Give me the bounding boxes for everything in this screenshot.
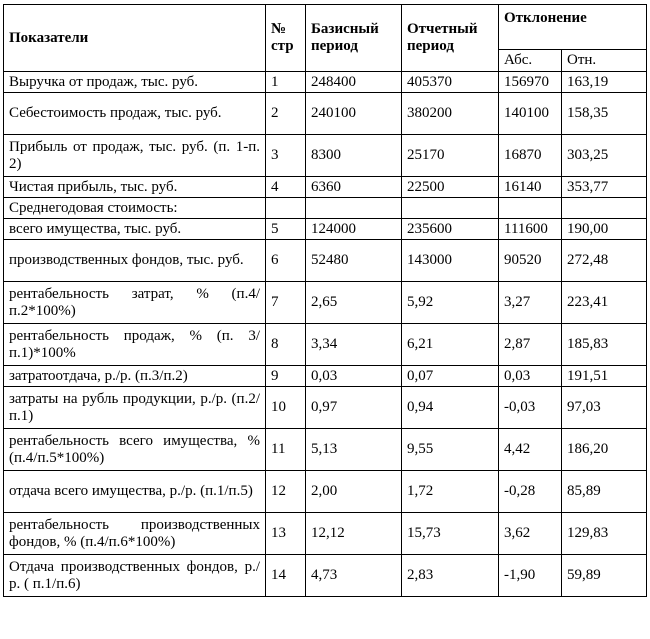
- base-value: 0,03: [306, 366, 402, 387]
- table-row: [4, 324, 647, 366]
- base-value: 2,65: [306, 282, 402, 324]
- rel-deviation: 272,48: [562, 240, 647, 282]
- base-value: 0,97: [306, 387, 402, 429]
- report-value: 25170: [402, 135, 499, 177]
- header-report-period: Отчетный период: [402, 5, 499, 72]
- abs-deviation: 2,87: [499, 324, 562, 366]
- abs-deviation: -0,03: [499, 387, 562, 429]
- table-row: [4, 219, 647, 240]
- header-deviation-abs: Абс.: [499, 50, 562, 72]
- base-value: 2,00: [306, 471, 402, 513]
- row-label: рентабельность всего имущества, % (п.4/п.5*100%): [4, 429, 266, 471]
- row-label: Отдача производственных фондов, р./р. ( п.1/п.6): [4, 555, 266, 597]
- report-value: 1,72: [402, 471, 499, 513]
- base-value: [306, 198, 402, 219]
- row-label: рентабельность продаж, % (п. 3/п.1)*100%: [4, 324, 266, 366]
- header-indicators: Показатели: [4, 5, 266, 72]
- row-label: рентабельность производственных фондов, % (п.4/п.6*100%): [4, 513, 266, 555]
- header-row-top: [4, 5, 647, 50]
- header-base-period: Базисный период: [306, 5, 402, 72]
- header-deviation: Отклонение: [499, 5, 647, 50]
- abs-deviation: 156970: [499, 72, 562, 93]
- header-deviation-rel: Отн.: [562, 50, 647, 72]
- abs-deviation: -1,90: [499, 555, 562, 597]
- abs-deviation: 16140: [499, 177, 562, 198]
- table-row: [4, 513, 647, 555]
- report-value: 2,83: [402, 555, 499, 597]
- report-value: 9,55: [402, 429, 499, 471]
- abs-deviation: 3,62: [499, 513, 562, 555]
- abs-deviation: 3,27: [499, 282, 562, 324]
- row-label: Себестоимость продаж, тыс. руб.: [4, 93, 266, 135]
- row-number: 5: [266, 219, 306, 240]
- base-value: 5,13: [306, 429, 402, 471]
- abs-deviation: -0,28: [499, 471, 562, 513]
- table-row: [4, 135, 647, 177]
- base-value: 4,73: [306, 555, 402, 597]
- row-number: 11: [266, 429, 306, 471]
- table-row: [4, 429, 647, 471]
- header-row-number: № стр: [266, 5, 306, 72]
- row-number: 13: [266, 513, 306, 555]
- report-value: 380200: [402, 93, 499, 135]
- row-label: всего имущества, тыс. руб.: [4, 219, 266, 240]
- report-value: 6,21: [402, 324, 499, 366]
- row-label: производственных фондов, тыс. руб.: [4, 240, 266, 282]
- row-number: 4: [266, 177, 306, 198]
- table-row: [4, 366, 647, 387]
- abs-deviation: 90520: [499, 240, 562, 282]
- abs-deviation: 111600: [499, 219, 562, 240]
- report-value: 235600: [402, 219, 499, 240]
- rel-deviation: 185,83: [562, 324, 647, 366]
- table-row: [4, 471, 647, 513]
- abs-deviation: 0,03: [499, 366, 562, 387]
- report-value: 0,07: [402, 366, 499, 387]
- row-number: 9: [266, 366, 306, 387]
- row-number: 7: [266, 282, 306, 324]
- row-number: 8: [266, 324, 306, 366]
- row-number: 10: [266, 387, 306, 429]
- base-value: 248400: [306, 72, 402, 93]
- base-value: 8300: [306, 135, 402, 177]
- rel-deviation: 303,25: [562, 135, 647, 177]
- table-row: [4, 198, 647, 219]
- base-value: 240100: [306, 93, 402, 135]
- indicators-table: [3, 4, 647, 597]
- abs-deviation: 4,42: [499, 429, 562, 471]
- row-label: Чистая прибыль, тыс. руб.: [4, 177, 266, 198]
- base-value: 52480: [306, 240, 402, 282]
- report-value: 5,92: [402, 282, 499, 324]
- table-row: [4, 555, 647, 597]
- base-value: 12,12: [306, 513, 402, 555]
- table-container: [3, 4, 647, 597]
- report-value: 143000: [402, 240, 499, 282]
- row-label: затратоотдача, р./р. (п.3/п.2): [4, 366, 266, 387]
- report-value: 15,73: [402, 513, 499, 555]
- row-number: [266, 198, 306, 219]
- rel-deviation: 191,51: [562, 366, 647, 387]
- row-number: 6: [266, 240, 306, 282]
- row-label: Среднегодовая стоимость:: [4, 198, 266, 219]
- row-number: 3: [266, 135, 306, 177]
- rel-deviation: 59,89: [562, 555, 647, 597]
- row-label: рентабельность затрат, % (п.4/п.2*100%): [4, 282, 266, 324]
- rel-deviation: 97,03: [562, 387, 647, 429]
- abs-deviation: 16870: [499, 135, 562, 177]
- rel-deviation: 129,83: [562, 513, 647, 555]
- table-row: [4, 177, 647, 198]
- row-label: затраты на рубль продукции, р./р. (п.2/п.1): [4, 387, 266, 429]
- row-number: 1: [266, 72, 306, 93]
- row-number: 14: [266, 555, 306, 597]
- row-label: отдача всего имущества, р./р. (п.1/п.5): [4, 471, 266, 513]
- row-label: Прибыль от продаж, тыс. руб. (п. 1-п. 2): [4, 135, 266, 177]
- base-value: 124000: [306, 219, 402, 240]
- row-number: 2: [266, 93, 306, 135]
- report-value: 22500: [402, 177, 499, 198]
- report-value: [402, 198, 499, 219]
- report-value: 405370: [402, 72, 499, 93]
- abs-deviation: [499, 198, 562, 219]
- row-number: 12: [266, 471, 306, 513]
- report-value: 0,94: [402, 387, 499, 429]
- table-row: [4, 240, 647, 282]
- table-row: [4, 72, 647, 93]
- rel-deviation: 186,20: [562, 429, 647, 471]
- table-row: [4, 93, 647, 135]
- rel-deviation: 85,89: [562, 471, 647, 513]
- abs-deviation: 140100: [499, 93, 562, 135]
- rel-deviation: [562, 198, 647, 219]
- row-label: Выручка от продаж, тыс. руб.: [4, 72, 266, 93]
- table-body: [4, 72, 647, 597]
- rel-deviation: 223,41: [562, 282, 647, 324]
- rel-deviation: 163,19: [562, 72, 647, 93]
- base-value: 3,34: [306, 324, 402, 366]
- table-row: [4, 282, 647, 324]
- rel-deviation: 158,35: [562, 93, 647, 135]
- base-value: 6360: [306, 177, 402, 198]
- rel-deviation: 353,77: [562, 177, 647, 198]
- rel-deviation: 190,00: [562, 219, 647, 240]
- table-row: [4, 387, 647, 429]
